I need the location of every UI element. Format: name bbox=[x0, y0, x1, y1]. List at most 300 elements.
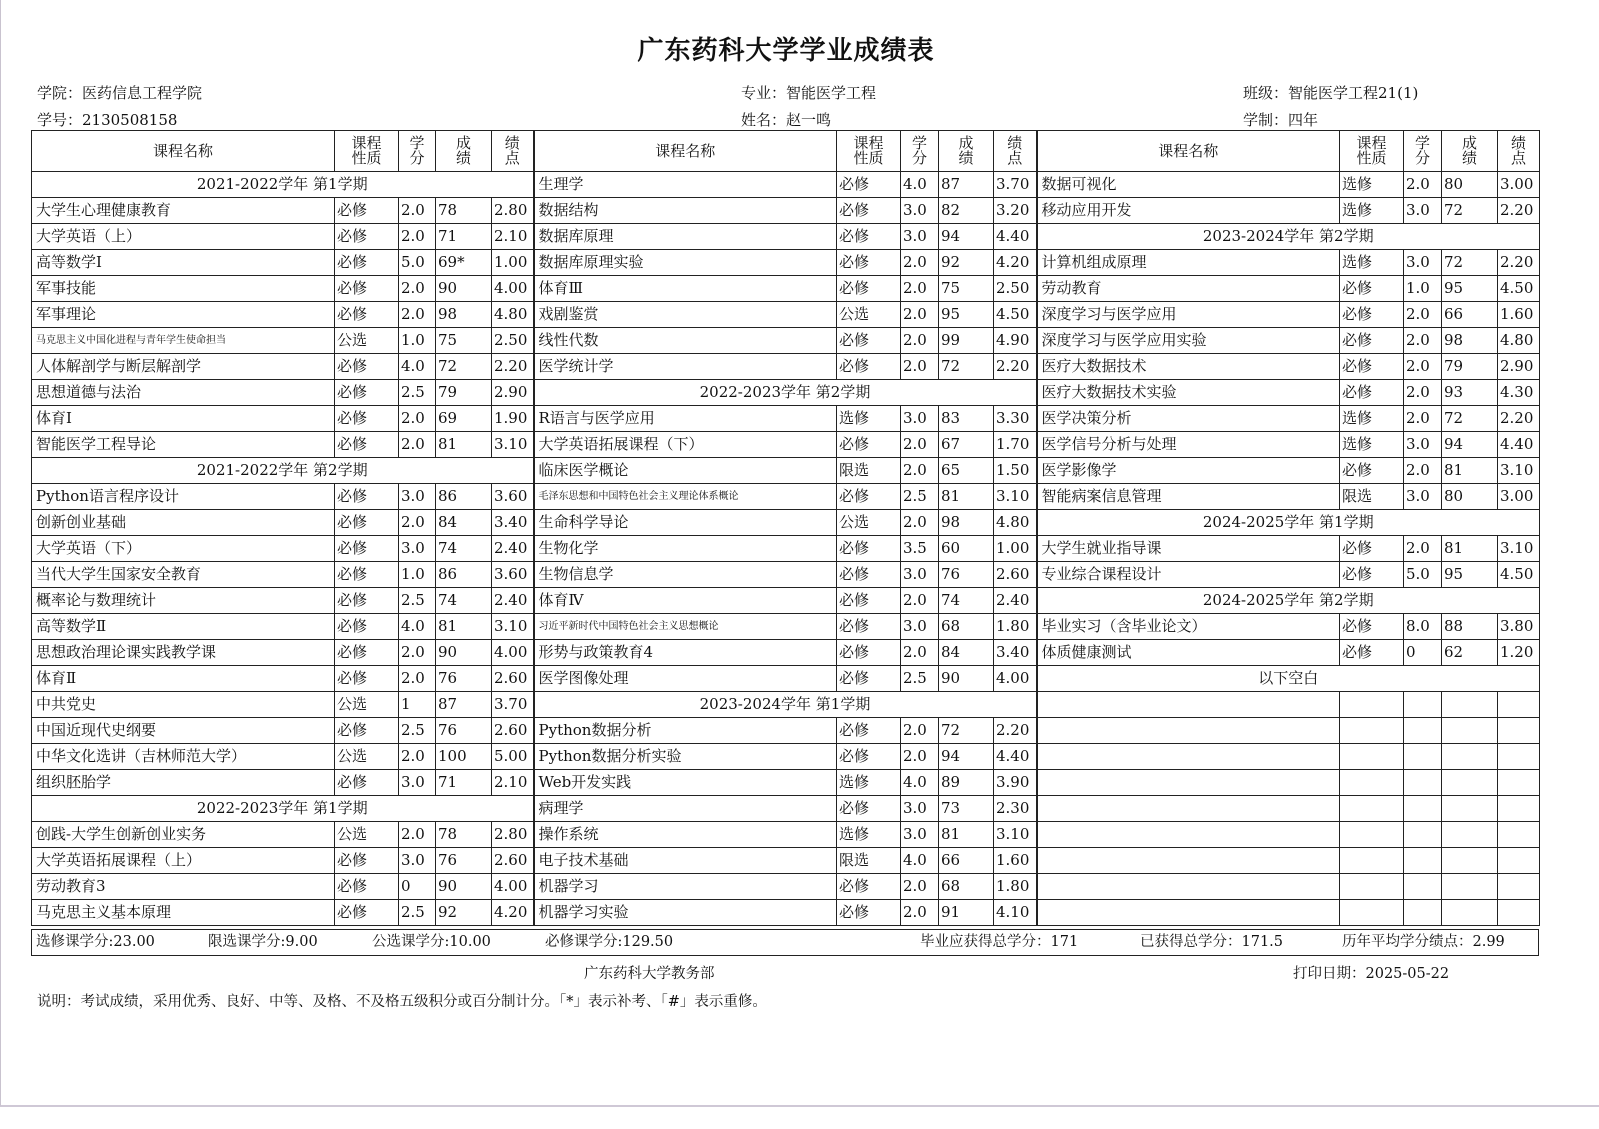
course-nature: 必修 bbox=[837, 276, 901, 302]
course-credit bbox=[1404, 822, 1442, 848]
course-name: 移动应用开发 bbox=[1037, 198, 1340, 224]
course-grade-point: 2.90 bbox=[1498, 354, 1540, 380]
header-score-line2: 绩 bbox=[455, 149, 471, 167]
course-name: 体育Ⅲ bbox=[534, 276, 837, 302]
course-grade-point: 2.40 bbox=[492, 588, 534, 614]
course-grade-point: 2.20 bbox=[994, 354, 1037, 380]
course-nature: 必修 bbox=[335, 588, 399, 614]
course-grade-point: 2.10 bbox=[492, 770, 534, 796]
course-credit: 3.5 bbox=[901, 536, 939, 562]
course-nature: 必修 bbox=[335, 302, 399, 328]
course-score: 87 bbox=[939, 172, 994, 198]
course-grade-point: 3.40 bbox=[492, 510, 534, 536]
major-field: 专业：智能医学工程 bbox=[741, 84, 877, 102]
course-grade-point: 3.40 bbox=[994, 640, 1037, 666]
course-name bbox=[1037, 900, 1340, 926]
course-score: 84 bbox=[939, 640, 994, 666]
header-grade-point bbox=[1498, 131, 1540, 172]
course-nature: 必修 bbox=[335, 276, 399, 302]
course-credit bbox=[1404, 874, 1442, 900]
course-credit: 2.0 bbox=[901, 510, 939, 536]
course-nature: 必修 bbox=[837, 484, 901, 510]
course-credit: 3.0 bbox=[901, 224, 939, 250]
course-grade-point: 4.20 bbox=[492, 900, 534, 926]
course-nature: 选修 bbox=[1340, 198, 1404, 224]
course-grade-point bbox=[1498, 770, 1540, 796]
course-credit: 2.0 bbox=[1404, 172, 1442, 198]
table-row bbox=[32, 770, 1540, 796]
table-row bbox=[32, 900, 1540, 926]
course-score: 90 bbox=[939, 666, 994, 692]
course-nature: 必修 bbox=[335, 406, 399, 432]
header-course-nature-line1: 课程 bbox=[351, 134, 382, 152]
course-credit: 5.0 bbox=[399, 250, 436, 276]
course-nature bbox=[1340, 822, 1404, 848]
course-grade-point: 3.10 bbox=[994, 822, 1037, 848]
course-grade-point: 4.00 bbox=[492, 640, 534, 666]
course-grade-point: 3.00 bbox=[1498, 484, 1540, 510]
course-grade-point: 4.50 bbox=[994, 302, 1037, 328]
course-grade-point: 2.60 bbox=[492, 718, 534, 744]
course-nature: 必修 bbox=[837, 328, 901, 354]
graduation-required-credits: 毕业应获得总学分：171 bbox=[920, 934, 1079, 950]
table-row bbox=[32, 718, 1540, 744]
course-grade-point: 2.40 bbox=[492, 536, 534, 562]
issuing-office: 广东药科大学教务部 bbox=[584, 966, 715, 982]
course-credit: 2.5 bbox=[901, 484, 939, 510]
course-name: 智能病案信息管理 bbox=[1037, 484, 1340, 510]
course-name bbox=[1037, 770, 1340, 796]
table-row bbox=[32, 484, 1540, 510]
header-grade-point-line2: 点 bbox=[1007, 149, 1023, 167]
course-nature: 必修 bbox=[837, 796, 901, 822]
course-name: 戏剧鉴赏 bbox=[534, 302, 837, 328]
header-credit-line2: 分 bbox=[1414, 149, 1430, 167]
course-credit: 3.0 bbox=[901, 562, 939, 588]
course-nature: 必修 bbox=[837, 588, 901, 614]
course-nature: 必修 bbox=[335, 848, 399, 874]
course-grade-point: 3.00 bbox=[1498, 172, 1540, 198]
course-credit: 2.0 bbox=[901, 900, 939, 926]
semester-header: 2024-2025学年 第1学期 bbox=[1037, 510, 1540, 536]
course-credit: 3.0 bbox=[1404, 484, 1442, 510]
header-course-name: 课程名称 bbox=[534, 131, 837, 172]
course-grade-point bbox=[1498, 744, 1540, 770]
course-credit: 2.5 bbox=[399, 718, 436, 744]
course-score bbox=[1442, 796, 1498, 822]
course-score: 69 bbox=[436, 406, 492, 432]
table-row bbox=[32, 536, 1540, 562]
course-name: 高等数学Ⅱ bbox=[32, 614, 335, 640]
header-grade-point-line1: 绩 bbox=[1007, 134, 1023, 152]
header-course-name: 课程名称 bbox=[1037, 131, 1340, 172]
course-name: 创践-大学生创新创业实务 bbox=[32, 822, 335, 848]
header-course-nature-line1: 课程 bbox=[853, 134, 884, 152]
course-credit: 1.0 bbox=[399, 328, 436, 354]
course-nature: 必修 bbox=[837, 432, 901, 458]
course-nature: 必修 bbox=[837, 224, 901, 250]
course-nature: 必修 bbox=[837, 250, 901, 276]
course-nature: 必修 bbox=[335, 510, 399, 536]
course-score: 71 bbox=[436, 770, 492, 796]
course-grade-point: 1.70 bbox=[994, 432, 1037, 458]
course-credit: 2.0 bbox=[1404, 536, 1442, 562]
course-credit: 3.0 bbox=[399, 770, 436, 796]
table-row bbox=[32, 458, 1540, 484]
course-name: 马克思主义基本原理 bbox=[32, 900, 335, 926]
course-score: 98 bbox=[1442, 328, 1498, 354]
course-score: 95 bbox=[939, 302, 994, 328]
course-grade-point bbox=[1498, 692, 1540, 718]
course-credit: 3.0 bbox=[901, 198, 939, 224]
course-credit: 2.5 bbox=[399, 380, 436, 406]
course-name: 医学统计学 bbox=[534, 354, 837, 380]
table-row bbox=[32, 224, 1540, 250]
course-nature: 必修 bbox=[837, 172, 901, 198]
header-grade-point-line2: 点 bbox=[1510, 149, 1526, 167]
semester-header: 以下空白 bbox=[1037, 666, 1540, 692]
course-nature bbox=[1340, 718, 1404, 744]
course-credit: 2.0 bbox=[1404, 302, 1442, 328]
course-credit: 4.0 bbox=[901, 848, 939, 874]
course-grade-point: 3.70 bbox=[492, 692, 534, 718]
course-name: 概率论与数理统计 bbox=[32, 588, 335, 614]
course-name: 专业综合课程设计 bbox=[1037, 562, 1340, 588]
course-nature: 必修 bbox=[837, 874, 901, 900]
course-nature: 必修 bbox=[335, 224, 399, 250]
course-nature: 必修 bbox=[1340, 302, 1404, 328]
course-grade-point: 2.40 bbox=[994, 588, 1037, 614]
course-credit: 0 bbox=[1404, 640, 1442, 666]
print-date: 打印日期：2025-05-22 bbox=[1293, 966, 1450, 982]
course-score: 81 bbox=[939, 822, 994, 848]
course-name: 智能医学工程导论 bbox=[32, 432, 335, 458]
course-grade-point: 5.00 bbox=[492, 744, 534, 770]
course-nature: 公选 bbox=[837, 302, 901, 328]
course-credit: 2.0 bbox=[1404, 328, 1442, 354]
course-score: 76 bbox=[436, 666, 492, 692]
course-grade-point bbox=[1498, 796, 1540, 822]
course-credit: 4.0 bbox=[399, 614, 436, 640]
table-row bbox=[32, 328, 1540, 354]
course-nature: 选修 bbox=[837, 770, 901, 796]
course-name: 当代大学生国家安全教育 bbox=[32, 562, 335, 588]
course-grade-point: 4.10 bbox=[994, 900, 1037, 926]
course-name bbox=[1037, 744, 1340, 770]
course-name: 中华文化选讲（吉林师范大学） bbox=[32, 744, 335, 770]
course-nature: 必修 bbox=[837, 640, 901, 666]
course-credit: 2.0 bbox=[1404, 406, 1442, 432]
course-credit: 2.0 bbox=[399, 406, 436, 432]
course-score: 75 bbox=[436, 328, 492, 354]
credit-summary bbox=[31, 929, 1539, 956]
course-credit bbox=[1404, 718, 1442, 744]
course-nature: 必修 bbox=[1340, 536, 1404, 562]
course-grade-point: 3.90 bbox=[994, 770, 1037, 796]
course-grade-point bbox=[1498, 822, 1540, 848]
course-grade-point: 3.20 bbox=[994, 198, 1037, 224]
course-grade-point: 1.20 bbox=[1498, 640, 1540, 666]
course-score: 87 bbox=[436, 692, 492, 718]
course-grade-point: 2.20 bbox=[1498, 198, 1540, 224]
course-score bbox=[1442, 848, 1498, 874]
course-score: 94 bbox=[939, 224, 994, 250]
course-name: 线性代数 bbox=[534, 328, 837, 354]
course-name: 人体解剖学与断层解剖学 bbox=[32, 354, 335, 380]
course-name bbox=[1037, 692, 1340, 718]
course-name: 大学生就业指导课 bbox=[1037, 536, 1340, 562]
course-grade-point: 2.10 bbox=[492, 224, 534, 250]
duration-field: 学制：四年 bbox=[1243, 111, 1319, 129]
header-course-nature bbox=[837, 131, 901, 172]
course-name: 病理学 bbox=[534, 796, 837, 822]
course-name: 体育Ⅰ bbox=[32, 406, 335, 432]
course-credit bbox=[1404, 770, 1442, 796]
course-grade-point: 4.50 bbox=[1498, 562, 1540, 588]
table-row bbox=[32, 302, 1540, 328]
course-name: 中共党史 bbox=[32, 692, 335, 718]
course-name: 医疗大数据技术 bbox=[1037, 354, 1340, 380]
course-nature: 必修 bbox=[335, 484, 399, 510]
course-grade-point: 3.60 bbox=[492, 484, 534, 510]
header-course-nature bbox=[1340, 131, 1404, 172]
course-credit: 3.0 bbox=[901, 614, 939, 640]
course-name: Web开发实践 bbox=[534, 770, 837, 796]
course-score: 74 bbox=[436, 588, 492, 614]
course-name bbox=[1037, 848, 1340, 874]
course-name: 生理学 bbox=[534, 172, 837, 198]
table-row bbox=[32, 380, 1540, 406]
course-credit: 3.0 bbox=[901, 822, 939, 848]
course-name: 医疗大数据技术实验 bbox=[1037, 380, 1340, 406]
course-score: 72 bbox=[1442, 198, 1498, 224]
course-name: 马克思主义中国化进程与青年学生使命担当 bbox=[32, 328, 335, 354]
course-grade-point: 3.60 bbox=[492, 562, 534, 588]
course-credit: 4.0 bbox=[901, 770, 939, 796]
course-score bbox=[1442, 692, 1498, 718]
course-grade-point: 1.80 bbox=[994, 874, 1037, 900]
course-score: 92 bbox=[939, 250, 994, 276]
course-grade-point: 2.20 bbox=[1498, 406, 1540, 432]
header-course-nature bbox=[335, 131, 399, 172]
course-grade-point bbox=[1498, 848, 1540, 874]
course-score: 75 bbox=[939, 276, 994, 302]
course-credit: 2.0 bbox=[399, 224, 436, 250]
table-header-row bbox=[32, 131, 1540, 172]
course-name: 医学决策分析 bbox=[1037, 406, 1340, 432]
semester-header: 2023-2024学年 第2学期 bbox=[1037, 224, 1540, 250]
table-row bbox=[32, 640, 1540, 666]
course-name: 毛泽东思想和中国特色社会主义理论体系概论 bbox=[534, 484, 837, 510]
course-nature: 必修 bbox=[1340, 380, 1404, 406]
course-credit: 2.0 bbox=[399, 302, 436, 328]
table-row bbox=[32, 692, 1540, 718]
table-row bbox=[32, 588, 1540, 614]
course-grade-point: 4.40 bbox=[1498, 432, 1540, 458]
course-nature: 选修 bbox=[1340, 406, 1404, 432]
course-nature: 选修 bbox=[1340, 432, 1404, 458]
course-name: 习近平新时代中国特色社会主义思想概论 bbox=[534, 614, 837, 640]
course-nature: 必修 bbox=[335, 380, 399, 406]
elective-credits: 选修课学分:23.00 bbox=[36, 934, 155, 950]
course-score: 72 bbox=[1442, 406, 1498, 432]
table-row bbox=[32, 822, 1540, 848]
course-grade-point: 2.80 bbox=[492, 822, 534, 848]
course-nature: 必修 bbox=[837, 718, 901, 744]
course-credit: 2.0 bbox=[399, 744, 436, 770]
course-name: 大学英语（下） bbox=[32, 536, 335, 562]
course-score: 90 bbox=[436, 874, 492, 900]
course-nature: 必修 bbox=[335, 354, 399, 380]
course-name: 形势与政策教育4 bbox=[534, 640, 837, 666]
table-row bbox=[32, 432, 1540, 458]
course-nature: 必修 bbox=[837, 354, 901, 380]
semester-header: 2022-2023学年 第1学期 bbox=[32, 796, 534, 822]
course-grade-point: 4.80 bbox=[492, 302, 534, 328]
course-credit: 2.0 bbox=[399, 510, 436, 536]
course-nature: 必修 bbox=[335, 198, 399, 224]
course-name: 军事理论 bbox=[32, 302, 335, 328]
course-name: 临床医学概论 bbox=[534, 458, 837, 484]
course-credit: 2.5 bbox=[901, 666, 939, 692]
course-credit: 2.0 bbox=[1404, 380, 1442, 406]
course-nature: 选修 bbox=[837, 406, 901, 432]
header-credit bbox=[399, 131, 436, 172]
course-credit: 2.0 bbox=[901, 354, 939, 380]
course-score: 95 bbox=[1442, 276, 1498, 302]
course-name: 医学影像学 bbox=[1037, 458, 1340, 484]
course-score: 80 bbox=[1442, 484, 1498, 510]
course-credit bbox=[1404, 796, 1442, 822]
header-credit bbox=[1404, 131, 1442, 172]
course-score: 95 bbox=[1442, 562, 1498, 588]
course-credit: 2.0 bbox=[399, 276, 436, 302]
course-grade-point: 3.10 bbox=[492, 432, 534, 458]
course-grade-point: 1.60 bbox=[994, 848, 1037, 874]
course-name: 体育Ⅱ bbox=[32, 666, 335, 692]
course-score: 82 bbox=[939, 198, 994, 224]
course-credit: 2.0 bbox=[901, 432, 939, 458]
course-score: 93 bbox=[1442, 380, 1498, 406]
header-grade-point-line2: 点 bbox=[504, 149, 520, 167]
course-nature: 选修 bbox=[1340, 250, 1404, 276]
course-credit: 2.0 bbox=[901, 458, 939, 484]
course-credit: 5.0 bbox=[1404, 562, 1442, 588]
course-nature: 公选 bbox=[335, 822, 399, 848]
course-name: 操作系统 bbox=[534, 822, 837, 848]
course-score: 74 bbox=[436, 536, 492, 562]
header-score-line1: 成 bbox=[1461, 134, 1477, 152]
course-score: 72 bbox=[939, 718, 994, 744]
grading-note: 说明：考试成绩，采用优秀、良好、中等、及格、不及格五级积分或百分制计分。「*」表示补考、「#」表示重修。 bbox=[37, 994, 767, 1010]
course-score: 94 bbox=[1442, 432, 1498, 458]
course-name: 劳动教育 bbox=[1037, 276, 1340, 302]
table-row bbox=[32, 276, 1540, 302]
course-credit: 2.0 bbox=[901, 276, 939, 302]
course-name: 生物信息学 bbox=[534, 562, 837, 588]
course-nature: 必修 bbox=[335, 666, 399, 692]
header-grade-point-line1: 绩 bbox=[504, 134, 520, 152]
course-grade-point: 2.60 bbox=[492, 848, 534, 874]
course-grade-point: 4.80 bbox=[994, 510, 1037, 536]
course-name: 思想道德与法治 bbox=[32, 380, 335, 406]
course-score: 90 bbox=[436, 640, 492, 666]
course-grade-point: 2.50 bbox=[492, 328, 534, 354]
course-grade-point: 2.20 bbox=[994, 718, 1037, 744]
course-score: 81 bbox=[939, 484, 994, 510]
course-score bbox=[1442, 718, 1498, 744]
course-credit: 3.0 bbox=[399, 536, 436, 562]
course-score: 81 bbox=[1442, 536, 1498, 562]
course-credit: 2.0 bbox=[901, 718, 939, 744]
course-nature: 公选 bbox=[335, 328, 399, 354]
course-grade-point: 4.90 bbox=[994, 328, 1037, 354]
course-score: 79 bbox=[436, 380, 492, 406]
course-credit: 2.0 bbox=[399, 198, 436, 224]
course-nature bbox=[1340, 874, 1404, 900]
course-nature bbox=[1340, 900, 1404, 926]
course-grade-point: 3.10 bbox=[1498, 458, 1540, 484]
course-credit: 2.0 bbox=[399, 432, 436, 458]
course-grade-point: 3.80 bbox=[1498, 614, 1540, 640]
header-score bbox=[939, 131, 994, 172]
course-score: 92 bbox=[436, 900, 492, 926]
course-score: 91 bbox=[939, 900, 994, 926]
course-score bbox=[1442, 770, 1498, 796]
course-grade-point: 4.20 bbox=[994, 250, 1037, 276]
course-name: 高等数学Ⅰ bbox=[32, 250, 335, 276]
course-grade-point: 2.60 bbox=[492, 666, 534, 692]
course-nature: 必修 bbox=[335, 562, 399, 588]
course-name: 生命科学导论 bbox=[534, 510, 837, 536]
course-name bbox=[1037, 796, 1340, 822]
course-nature: 必修 bbox=[837, 536, 901, 562]
course-score: 78 bbox=[436, 198, 492, 224]
course-grade-point: 4.00 bbox=[492, 874, 534, 900]
course-credit: 3.0 bbox=[399, 848, 436, 874]
course-credit: 2.0 bbox=[901, 250, 939, 276]
table-row bbox=[32, 250, 1540, 276]
course-credit: 3.0 bbox=[1404, 432, 1442, 458]
course-nature: 必修 bbox=[1340, 458, 1404, 484]
course-credit bbox=[1404, 692, 1442, 718]
header-course-nature-line2: 性质 bbox=[853, 149, 884, 167]
header-course-nature-line2: 性质 bbox=[1356, 149, 1387, 167]
course-credit: 2.0 bbox=[399, 822, 436, 848]
course-credit bbox=[1404, 848, 1442, 874]
course-credit: 2.0 bbox=[901, 744, 939, 770]
course-nature: 必修 bbox=[837, 744, 901, 770]
course-name: R语言与医学应用 bbox=[534, 406, 837, 432]
header-credit bbox=[901, 131, 939, 172]
header-credit-line2: 分 bbox=[911, 149, 927, 167]
course-grade-point: 3.70 bbox=[994, 172, 1037, 198]
table-row bbox=[32, 198, 1540, 224]
header-credit-line1: 学 bbox=[409, 134, 425, 152]
course-score: 78 bbox=[436, 822, 492, 848]
average-gpa: 历年平均学分绩点：2.99 bbox=[1342, 934, 1505, 950]
course-grade-point: 4.40 bbox=[994, 224, 1037, 250]
course-name: 大学英语拓展课程（上） bbox=[32, 848, 335, 874]
course-score: 88 bbox=[1442, 614, 1498, 640]
course-score: 98 bbox=[436, 302, 492, 328]
course-grade-point bbox=[1498, 718, 1540, 744]
course-name: 大学生心理健康教育 bbox=[32, 198, 335, 224]
course-score: 81 bbox=[1442, 458, 1498, 484]
course-grade-point: 1.50 bbox=[994, 458, 1037, 484]
course-name: 劳动教育3 bbox=[32, 874, 335, 900]
course-grade-point: 3.30 bbox=[994, 406, 1037, 432]
